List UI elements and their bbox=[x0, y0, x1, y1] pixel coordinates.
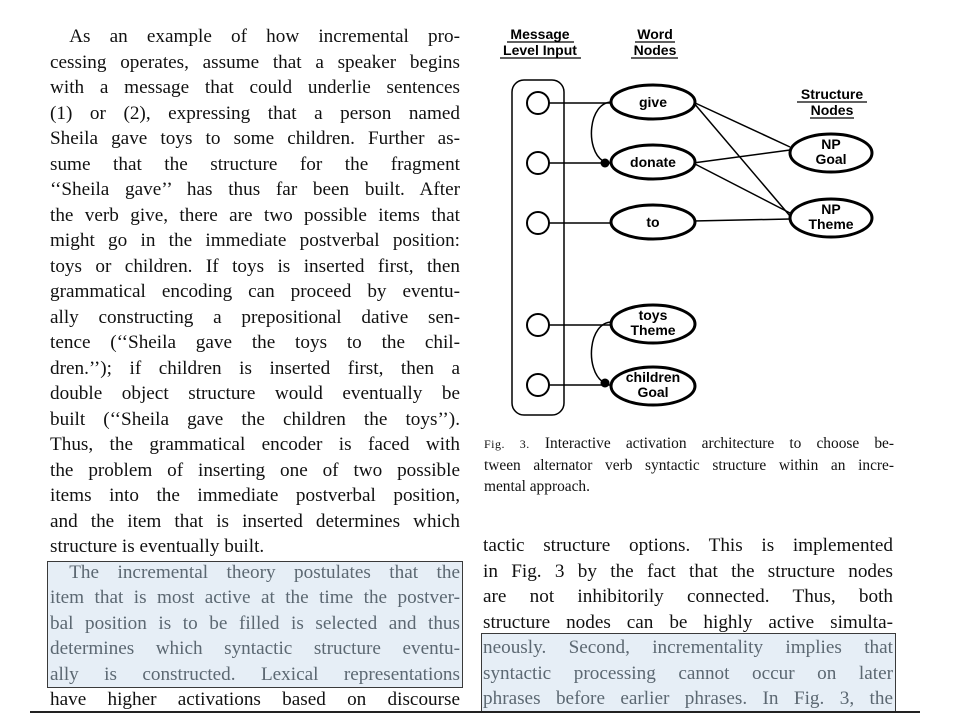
text-line: are not inhibitorily connected. Thus, both bbox=[483, 586, 893, 607]
word-node-label: Goal bbox=[637, 384, 669, 400]
input-node bbox=[527, 314, 549, 336]
highlighted-text-line: determines which syntactic structure eventu- bbox=[50, 638, 460, 659]
header-word-line1: Word bbox=[637, 26, 673, 42]
header-structure-line1: Structure bbox=[800, 86, 864, 102]
header-structure-line2: Nodes bbox=[810, 102, 854, 118]
word-node-label: Theme bbox=[630, 322, 676, 338]
structure-node-label: NP bbox=[821, 136, 841, 152]
word-node-label: children bbox=[625, 369, 681, 385]
word-node-label: donate bbox=[630, 154, 676, 170]
text-line: dren.’’); if children is inserted first, then a bbox=[50, 357, 460, 379]
structure-node-label: Theme bbox=[808, 216, 854, 232]
highlighted-text-line: phrases before earlier phrases. In Fig. 3, the bbox=[483, 688, 893, 709]
text-line: the verb give, there are two possible items that bbox=[50, 204, 460, 226]
text-line: and the item that is inserted determines which bbox=[50, 510, 460, 532]
highlighted-text-line: The incremental theory postulates that the bbox=[50, 561, 460, 583]
text-line: toys or children. If toys is inserted first, then bbox=[50, 255, 460, 277]
text-line: (1) or (2), expressing that a person named bbox=[50, 102, 460, 124]
caption-line: tween alternator verb syntactic structure within an incre- bbox=[484, 456, 894, 474]
bottom-rule bbox=[30, 711, 920, 713]
header-word-line2: Nodes bbox=[633, 42, 677, 58]
header-message-line2: Level Input bbox=[503, 42, 577, 58]
highlighted-text-line: syntactic processing cannot occur on later bbox=[483, 662, 893, 684]
caption-fig-label: Fig. 3. bbox=[484, 437, 530, 451]
input-node bbox=[527, 92, 549, 114]
text-line: Thus, the grammatical encoder is faced with bbox=[50, 434, 460, 455]
figure-caption bbox=[484, 433, 894, 498]
header-message-line1: Message bbox=[510, 26, 570, 42]
text-line: might go in the immediate postverbal position: bbox=[50, 230, 460, 251]
text-line: items into the immediate postverbal position, bbox=[50, 485, 460, 506]
text-line: Sheila gave toys to some children. Further as- bbox=[50, 128, 460, 149]
message-input-box bbox=[512, 80, 564, 415]
text-line: ally constructing a prepositional dative sen- bbox=[50, 306, 460, 328]
text-line: sume that the structure for the fragment bbox=[50, 153, 460, 175]
text-line: cessing operates, assume that a speaker begins bbox=[50, 51, 460, 73]
input-node bbox=[527, 152, 549, 174]
highlighted-text-line: item that is most active at the time the postver- bbox=[50, 587, 460, 608]
text-line: built (‘‘Sheila gave the children the toys’’). bbox=[50, 408, 460, 430]
text-line: in Fig. 3 by the fact that the structure nodes bbox=[483, 560, 893, 582]
word-node-label: to bbox=[646, 214, 660, 230]
text-line: tence (‘‘Sheila gave the toys to the chil- bbox=[50, 332, 460, 353]
text-line: structure is eventually built. bbox=[50, 536, 265, 557]
caption-line: mental approach. bbox=[484, 478, 590, 495]
right-column-text bbox=[483, 533, 893, 712]
input-node bbox=[527, 212, 549, 234]
text-line: ‘‘Sheila gave’’ has thus far been built. After bbox=[50, 179, 460, 200]
caption-text: Interactive activation architecture to choose be- bbox=[529, 435, 894, 452]
input-node bbox=[527, 374, 549, 396]
architecture-diagram bbox=[490, 20, 910, 430]
text-line: tactic structure options. This is implemented bbox=[483, 535, 893, 556]
highlighted-text-line: ally is constructed. Lexical representations bbox=[50, 663, 460, 685]
left-column-text bbox=[50, 24, 460, 713]
structure-node-label: Goal bbox=[815, 151, 847, 167]
word-node-label: give bbox=[638, 94, 668, 110]
text-line: double object structure would eventually be bbox=[50, 383, 460, 404]
highlighted-text-line: bal position is to be filled is selected and thus bbox=[50, 612, 460, 634]
text-line: As an example of how incremental pro- bbox=[50, 26, 460, 47]
text-line: structure nodes can be highly active simulta- bbox=[483, 611, 893, 633]
text-line: grammatical encoding can proceed by eventu- bbox=[50, 281, 460, 302]
text-line: have higher activations based on discourse bbox=[50, 689, 460, 710]
structure-node-label: NP bbox=[821, 201, 841, 217]
highlighted-text-line: neously. Second, incrementality implies that bbox=[483, 637, 893, 658]
text-line: the problem of inserting one of two possible bbox=[50, 459, 460, 481]
text-line: with a message that could underlie sentences bbox=[50, 77, 460, 98]
word-node-label: toys bbox=[638, 307, 668, 323]
